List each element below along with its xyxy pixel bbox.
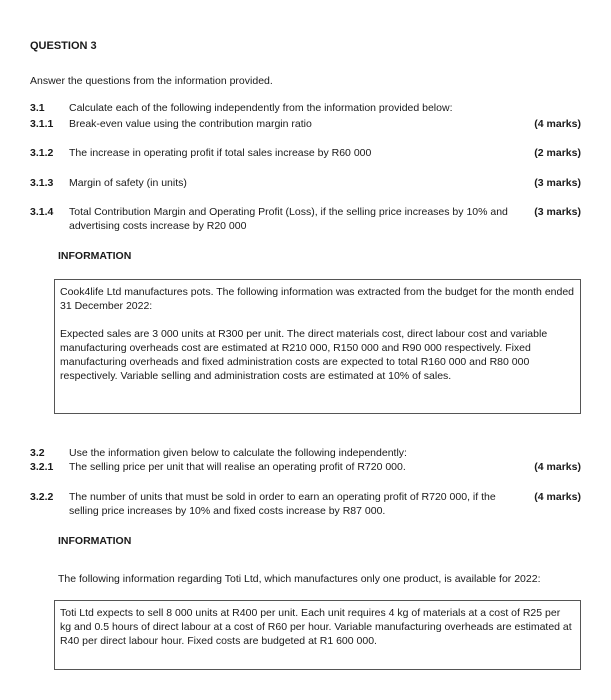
subquestion-text: Margin of safety (in units) (69, 177, 187, 189)
subquestion-text: The selling price per unit that will realise an operating profit of R720 000. (69, 461, 406, 473)
information-paragraph: Expected sales are 3 000 units at R300 per unit. The direct materials cost, direct labour cost and variable manufacturing overheads cost are estimated at R210 000, R150 000 and R90 000 respectively. Fixed manufacturing overheads and fixed administration costs are expected to total R160 000 and R80 000 respectively. Variable selling and administration costs are estimated at 10% of sales. (60, 328, 548, 382)
information-box (54, 600, 581, 670)
subquestion-number: 3.1.1 (30, 118, 54, 130)
marks-label: (3 marks) (534, 206, 581, 218)
subquestion-text: The number of units that must be sold in order to earn an operating profit of R720 000, if the selling price increases by 10% and fixed costs increase by R87 000. (69, 491, 496, 517)
information-intro: The following information regarding Toti Ltd, which manufactures only one product, is available for 2022: (58, 573, 541, 585)
marks-label: (4 marks) (534, 118, 581, 130)
marks-label: (3 marks) (534, 177, 581, 189)
subquestion-number: 3.2.1 (30, 461, 54, 473)
information-paragraph: Cook4life Ltd manufactures pots. The following information was extracted from the budget for the month ended 31 December 2022: (60, 286, 575, 312)
marks-label: (4 marks) (534, 461, 581, 473)
subquestion-number: 3.1.3 (30, 177, 54, 189)
question-text: Calculate each of the following independently from the information provided below: (69, 102, 453, 114)
subquestion-text: The increase in operating profit if total sales increase by R60 000 (69, 147, 372, 159)
information-paragraph: Toti Ltd expects to sell 8 000 units at R400 per unit. Each unit requires 4 kg of materials at a cost of R25 per kg and 0.5 hours of direct labour at a cost of R60 per hour. Variable manufacturing overheads are estimated at R40 per direct labour hour. Fixed costs are budgeted at R1 600 000. (60, 607, 572, 647)
question-title: QUESTION 3 (30, 40, 97, 52)
question-text: Use the information given below to calculate the following independently: (69, 447, 407, 459)
question-number: 3.1 (30, 102, 45, 114)
question-number: 3.2 (30, 447, 45, 459)
subquestion-text: Break-even value using the contribution margin ratio (69, 118, 312, 130)
marks-label: (2 marks) (534, 147, 581, 159)
subquestion-number: 3.2.2 (30, 491, 54, 503)
information-box (54, 279, 581, 414)
instructions: Answer the questions from the information provided. (30, 75, 273, 87)
information-heading: INFORMATION (58, 250, 132, 262)
information-heading: INFORMATION (58, 535, 132, 547)
marks-label: (4 marks) (534, 491, 581, 503)
subquestion-number: 3.1.4 (30, 206, 54, 218)
subquestion-number: 3.1.2 (30, 147, 54, 159)
subquestion-text: Total Contribution Margin and Operating Profit (Loss), if the selling price increases by 10% and advertising costs increase by R20 000 (69, 206, 508, 232)
